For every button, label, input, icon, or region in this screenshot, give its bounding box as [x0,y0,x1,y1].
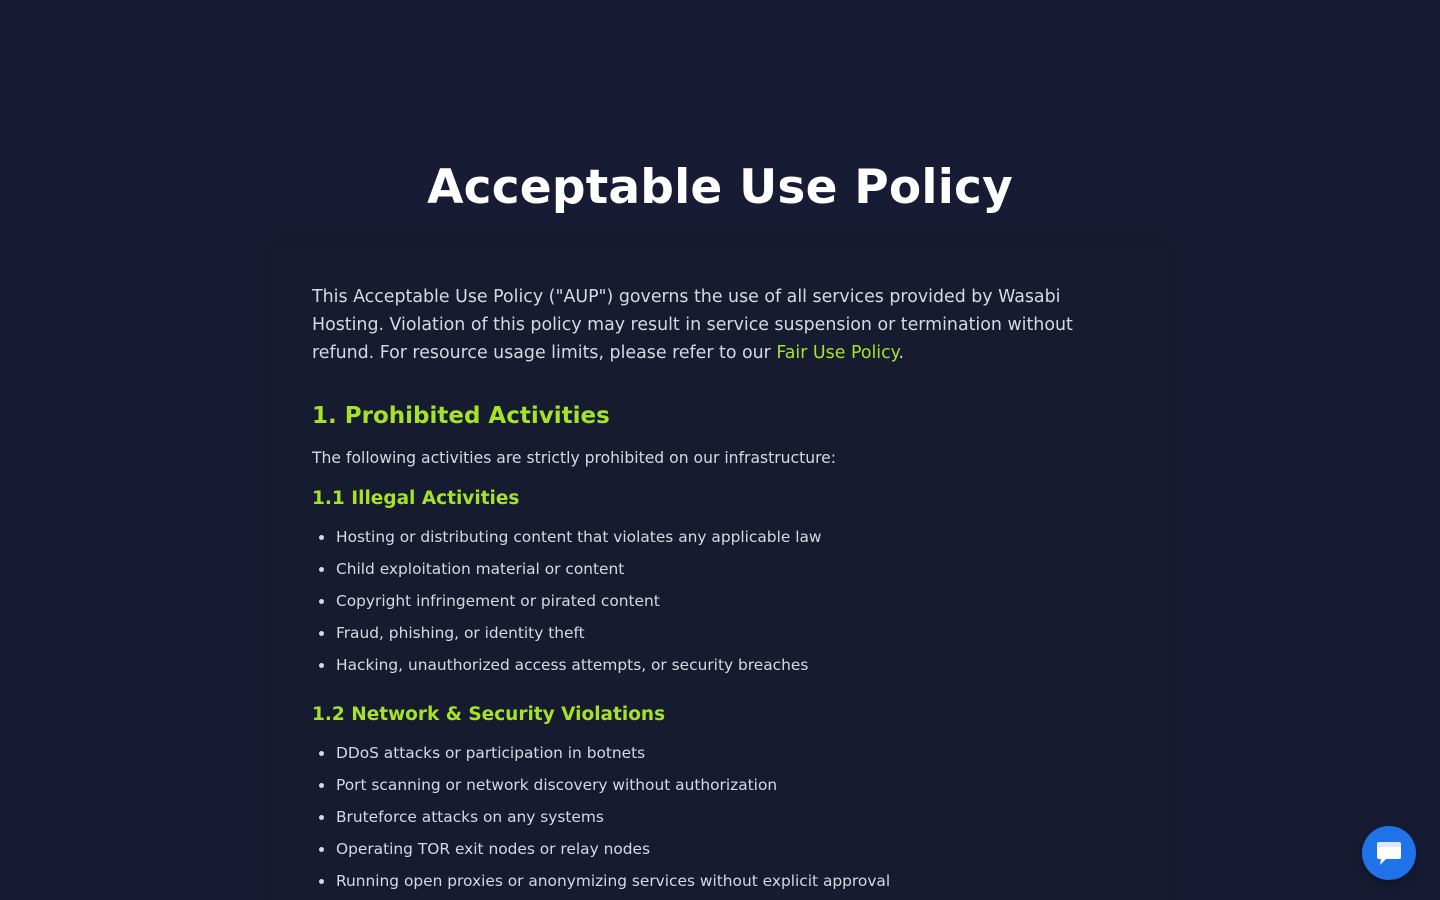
bullet-icon [319,663,324,668]
bullet-icon [319,599,324,604]
subsection-heading-network-security: 1.2 Network & Security Violations [312,704,666,725]
page-title: Acceptable Use Policy [427,160,1013,215]
list-item-text: Fraud, phishing, or identity theft [336,624,585,642]
list-item-text: Copyright infringement or pirated content [336,592,660,610]
list-item-text: Child exploitation material or content [336,560,625,578]
bullet-icon [319,847,324,852]
bullet-icon [319,879,324,884]
list-item [312,585,1132,617]
chat-widget-button[interactable] [1362,826,1416,880]
list-item-text: Bruteforce attacks on any systems [336,808,604,826]
list-item [312,521,1132,553]
intro-text: This Acceptable Use Policy ("AUP") governs the use of all services provided by Wasabi Hosting. Violation of this policy may result in service suspension or termination without refund. For resource usage limits, please refer to our [312,287,1073,363]
bullet-icon [319,567,324,572]
list-item-text: Hacking, unauthorized access attempts, or security breaches [336,656,809,674]
bullet-icon [319,783,324,788]
intro-text-end: . [898,343,905,363]
section-heading-prohibited-activities: 1. Prohibited Activities [312,403,610,429]
list-item [312,833,1132,865]
list-item [312,769,1132,801]
chat-icon [1374,840,1404,868]
policy-content [312,283,1132,897]
bullet-icon [319,631,324,636]
list-item [312,801,1132,833]
bullet-icon [319,815,324,820]
subsection-heading-illegal-activities: 1.1 Illegal Activities [312,488,520,509]
illegal-activities-list [312,521,1132,681]
list-item-text: DDoS attacks or participation in botnets [336,744,646,762]
list-item [312,865,1132,897]
list-item-text: Operating TOR exit nodes or relay nodes [336,840,650,858]
network-security-list [312,737,1132,897]
list-item [312,737,1132,769]
list-item-text: Running open proxies or anonymizing services without explicit approval [336,872,891,890]
section-lead: The following activities are strictly prohibited on our infrastructure: [312,449,837,467]
fair-use-policy-link[interactable]: Fair Use Policy [776,343,899,363]
list-item-text: Port scanning or network discovery without authorization [336,776,778,794]
intro-paragraph [312,283,1132,367]
policy-content-card [272,243,1168,900]
bullet-icon [319,751,324,756]
list-item-text: Hosting or distributing content that violates any applicable law [336,528,822,546]
list-item [312,553,1132,585]
list-item [312,649,1132,681]
list-item [312,617,1132,649]
bullet-icon [319,535,324,540]
